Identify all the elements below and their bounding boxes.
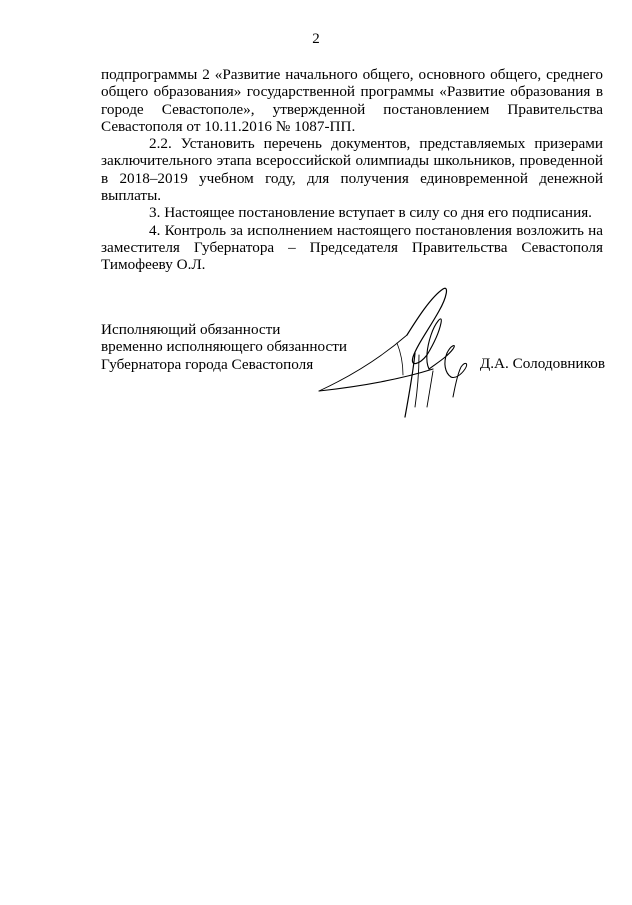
document-body — [101, 66, 603, 274]
handwritten-signature — [315, 283, 475, 423]
page-number: 2 — [312, 31, 320, 47]
paragraph-4: 4. Контроль за исполнением настоящего постановления возложить на заместителя Губернатора – Председателя Правительства Севастополя Тимофееву О.Л. — [101, 221, 603, 274]
paragraph-3: 3. Настоящее постановление вступает в силу со дня его подписания. — [149, 204, 592, 222]
paragraph-subprogram-reference: подпрограммы 2 «Развитие начального общего, основного общего, среднего общего образования» государственной программы «Развитие образования в городе Севастополе», утвержденной постановлением Правительства Севастополя от 10.11.2016 № 1087-ПП. — [101, 66, 603, 135]
signatory-name: Д.А. Солодовников — [479, 355, 605, 372]
signatory-title-line-1: Исполняющий обязанности — [101, 321, 281, 338]
signatory-title-line-2: временно исполняющего обязанности — [101, 338, 348, 356]
signatory-title-line-3: Губернатора города Севастополя — [101, 355, 314, 373]
paragraph-2-2: 2.2. Установить перечень документов, представляемых призерами заключительного этапа всероссийской олимпиады школьников, проведенной в 2018–2019 учебном году, для получения единовременной денежной выплаты. — [101, 135, 603, 205]
